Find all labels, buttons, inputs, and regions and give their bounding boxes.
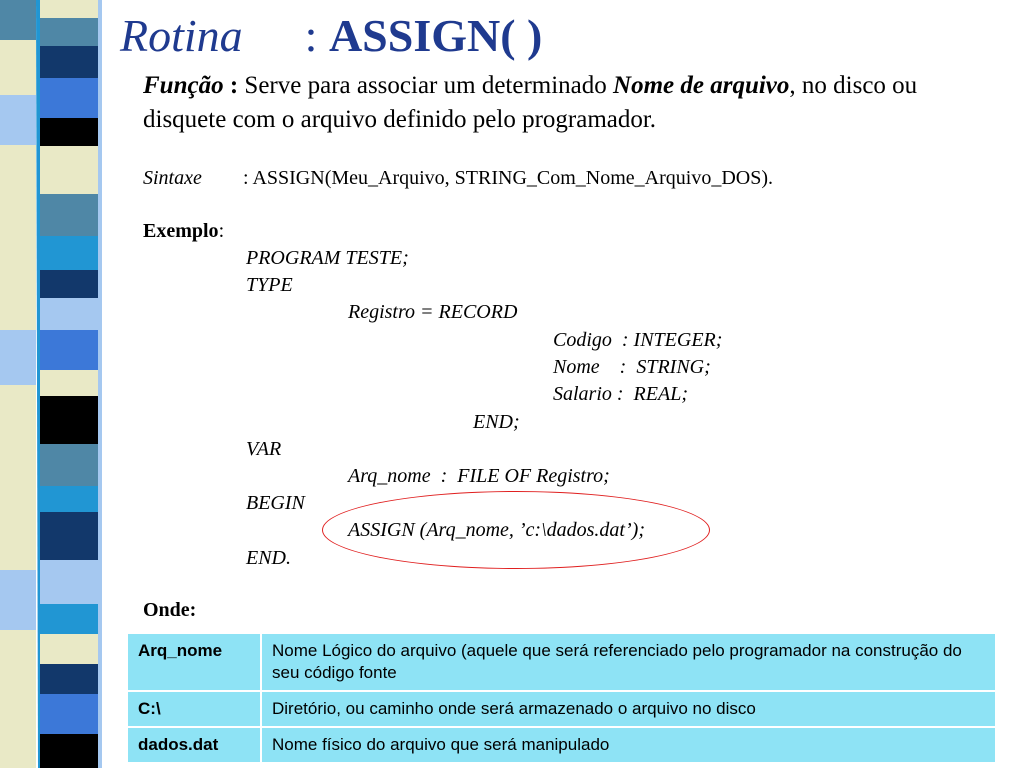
decorative-stripe	[0, 0, 112, 768]
code-line: Salario : REAL;	[553, 383, 688, 405]
funcao-emphasis: Nome de arquivo	[613, 72, 790, 99]
sintaxe-label-text: Sintaxe	[143, 167, 202, 189]
sintaxe-label	[143, 165, 202, 191]
title-separator: :	[304, 10, 318, 61]
code-line: ASSIGN (Arq_nome, ’c:\dados.dat’);	[348, 519, 645, 541]
funcao-text-2: , no disco ou disquete com o arquivo definido pelo programador.	[143, 72, 918, 133]
funcao-text-1: Serve para associar um determinado	[244, 72, 614, 99]
definition-desc: Diretório, ou caminho onde será armazenado o arquivo no disco	[261, 691, 996, 727]
title-prefix: Rotina	[120, 10, 243, 61]
highlight-circle	[322, 491, 710, 569]
code-line: TYPE	[246, 274, 293, 296]
code-line: END;	[473, 411, 520, 433]
sintaxe-value: : ASSIGN(Meu_Arquivo, STRING_Com_Nome_Arquivo_DOS).	[243, 167, 773, 189]
code-line: VAR	[246, 438, 282, 460]
title-routine-name: ASSIGN( )	[328, 10, 543, 61]
code-line: Registro = RECORD	[348, 301, 518, 323]
definitions-table	[126, 632, 997, 764]
exemplo-label-text: Exemplo	[143, 220, 219, 242]
definition-term: dados.dat	[127, 727, 261, 763]
code-line: Arq_nome : FILE OF Registro;	[348, 465, 610, 487]
definition-desc: Nome Lógico do arquivo (aquele que será referenciado pelo programador na construção do seu código fonte	[261, 633, 996, 691]
code-line: Nome : STRING;	[553, 356, 711, 378]
table-row	[127, 633, 996, 691]
exemplo-label	[143, 218, 224, 244]
code-line: Codigo : INTEGER;	[553, 329, 723, 351]
definition-desc: Nome físico do arquivo que será manipulado	[261, 727, 996, 763]
code-line: END.	[246, 547, 291, 569]
function-description	[143, 69, 963, 137]
code-line: PROGRAM TESTE;	[246, 247, 409, 269]
definition-term: Arq_nome	[127, 633, 261, 691]
table-row	[127, 691, 996, 727]
funcao-sep: :	[223, 72, 245, 99]
onde-label: Onde:	[143, 599, 197, 621]
page-title	[120, 8, 542, 64]
table-row	[127, 727, 996, 763]
funcao-label: Função	[143, 72, 224, 99]
definition-term: C:\	[127, 691, 261, 727]
exemplo-colon: :	[218, 220, 225, 242]
code-line: BEGIN	[246, 492, 305, 514]
